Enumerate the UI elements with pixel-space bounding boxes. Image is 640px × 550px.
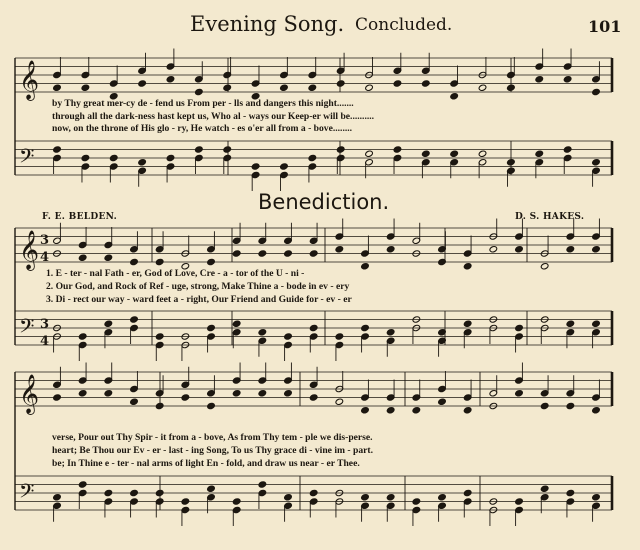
note-head — [566, 489, 575, 496]
note-head — [195, 88, 204, 95]
note-head — [412, 498, 421, 505]
note-head — [207, 324, 216, 331]
note-head — [155, 258, 164, 265]
note-head — [109, 154, 118, 161]
note-head — [155, 402, 164, 409]
note-head — [251, 163, 260, 170]
page-subtitle: Concluded. — [355, 15, 453, 35]
note-head — [336, 80, 345, 87]
note-head — [412, 407, 421, 414]
note-head — [166, 154, 175, 161]
note-head — [195, 146, 204, 153]
note-head — [78, 333, 87, 340]
note-head — [78, 254, 87, 261]
note-head — [592, 320, 601, 327]
page-number: 101 — [588, 17, 622, 36]
note-head — [507, 159, 516, 166]
note-head — [309, 250, 318, 257]
note-head — [393, 146, 402, 153]
note-head — [130, 398, 139, 405]
note-head — [232, 320, 241, 327]
lyric-line: heart; Be Thou our Ev - er - last - ing Song, To us Thy grace di - vine im - part. — [52, 445, 373, 456]
time-signature-top: 3 — [40, 233, 50, 248]
note-head — [463, 407, 472, 414]
page-title: Evening Song. — [190, 12, 345, 36]
note-head — [592, 246, 601, 253]
note-head — [155, 489, 164, 496]
note-head — [309, 324, 318, 331]
note-head — [507, 84, 516, 91]
note-head — [566, 320, 575, 327]
note-head — [181, 394, 190, 401]
note-head — [309, 394, 318, 401]
note-head — [515, 246, 524, 253]
note-head — [284, 250, 293, 257]
note-head — [308, 154, 317, 161]
note-head — [280, 84, 289, 91]
note-head — [438, 398, 447, 405]
note-head — [130, 489, 139, 496]
note-head — [422, 80, 431, 87]
note-head — [138, 159, 147, 166]
note-head — [535, 150, 544, 157]
note-head — [53, 494, 62, 501]
note-head — [232, 250, 241, 257]
note-head — [207, 258, 216, 265]
note-head — [232, 498, 241, 505]
lyric-line: through all the dark-ness hast kept us, Who al - ways our Keep-er will be.......... — [52, 111, 375, 122]
note-head — [386, 494, 395, 501]
treble-clef-icon: 𝄞 — [19, 230, 40, 270]
note-head — [258, 481, 267, 488]
note-head — [181, 498, 190, 505]
treble-clef-icon: 𝄞 — [19, 60, 40, 100]
note-head — [463, 263, 472, 270]
note-head — [155, 333, 164, 340]
note-head — [104, 254, 113, 261]
note-head — [592, 407, 601, 414]
time-signature-bottom: 4 — [40, 334, 50, 349]
note-head — [592, 159, 601, 166]
note-head — [515, 324, 524, 331]
note-head — [258, 390, 267, 397]
note-head — [78, 390, 87, 397]
note-head — [386, 329, 395, 336]
note-head — [515, 390, 524, 397]
note-head — [53, 394, 62, 401]
note-head — [361, 407, 370, 414]
note-head — [515, 498, 524, 505]
note-head — [535, 76, 544, 83]
note-head — [540, 263, 549, 270]
treble-clef-icon: 𝄞 — [19, 374, 40, 414]
lyric-line: 3. Di - rect our way - ward feet a - right, Our Friend and Guide for - ev - er — [46, 294, 352, 305]
note-head — [566, 402, 575, 409]
note-head — [104, 320, 113, 327]
composer-left: F. E. BELDEN. — [42, 212, 118, 222]
note-head — [478, 84, 487, 91]
note-head — [232, 390, 241, 397]
note-head — [104, 489, 113, 496]
lyric-line: 1. E - ter - nal Fath - er, God of Love, Cre - a - tor of the U - ni - — [46, 268, 305, 279]
note-head — [130, 316, 139, 323]
note-head — [438, 494, 447, 501]
note-head — [386, 246, 395, 253]
note-head — [258, 329, 267, 336]
note-head — [223, 84, 232, 91]
bass-clef-icon: 𝄢 — [19, 479, 35, 508]
note-head — [361, 324, 370, 331]
note-head — [463, 489, 472, 496]
note-head — [53, 146, 62, 153]
lyric-line: 2. Our God, and Rock of Ref - uge, strong, Make Thine a - bode in ev - ery — [46, 281, 350, 292]
note-head — [361, 494, 370, 501]
note-head — [284, 333, 293, 340]
lyric-line: verse, Pour out Thy Spir - it from a - bove, As from Thy tem - ple we dis-perse. — [52, 432, 373, 443]
note-head — [284, 494, 293, 501]
note-head — [463, 320, 472, 327]
note-head — [207, 402, 216, 409]
note-head — [53, 84, 62, 91]
time-signature-top: 3 — [40, 317, 50, 332]
bass-clef-icon: 𝄢 — [19, 144, 35, 173]
note-head — [166, 76, 175, 83]
hymn-title: Benediction. — [258, 190, 390, 214]
lyric-line: by Thy great mer-cy de - fend us From per - lls and dangers this night....... — [52, 98, 354, 109]
note-head — [365, 84, 374, 91]
note-head — [258, 250, 267, 257]
note-head — [104, 390, 113, 397]
note-head — [566, 246, 575, 253]
note-head — [335, 333, 344, 340]
note-head — [438, 258, 447, 265]
note-head — [138, 80, 147, 87]
bass-clef-icon: 𝄢 — [19, 314, 35, 343]
note-head — [335, 246, 344, 253]
note-head — [223, 146, 232, 153]
note-head — [335, 398, 344, 405]
note-head — [309, 489, 318, 496]
note-head — [450, 150, 459, 157]
note-head — [540, 402, 549, 409]
note-head — [563, 76, 572, 83]
lyric-line: now, on the throne of His glo - ry, He watch - es o'er all from a - bove........ — [52, 123, 353, 134]
note-head — [361, 263, 370, 270]
note-head — [81, 84, 90, 91]
composer-right: D. S. HAKES. — [515, 212, 585, 222]
note-head — [365, 150, 374, 157]
note-head — [130, 258, 139, 265]
note-head — [81, 154, 90, 161]
note-head — [592, 494, 601, 501]
note-head — [540, 485, 549, 492]
note-head — [592, 88, 601, 95]
note-head — [422, 150, 431, 157]
note-head — [284, 390, 293, 397]
note-head — [386, 407, 395, 414]
note-head — [489, 246, 498, 253]
note-head — [450, 93, 459, 100]
note-head — [563, 146, 572, 153]
note-head — [207, 485, 216, 492]
note-head — [478, 150, 487, 157]
lyric-line: be; In Thine e - ter - nal arms of light En - fold, and draw us near - er Thee. — [52, 458, 360, 469]
time-signature-bottom: 4 — [40, 250, 50, 265]
note-head — [393, 80, 402, 87]
note-head — [336, 146, 345, 153]
note-head — [280, 163, 289, 170]
note-head — [78, 481, 87, 488]
note-head — [308, 84, 317, 91]
